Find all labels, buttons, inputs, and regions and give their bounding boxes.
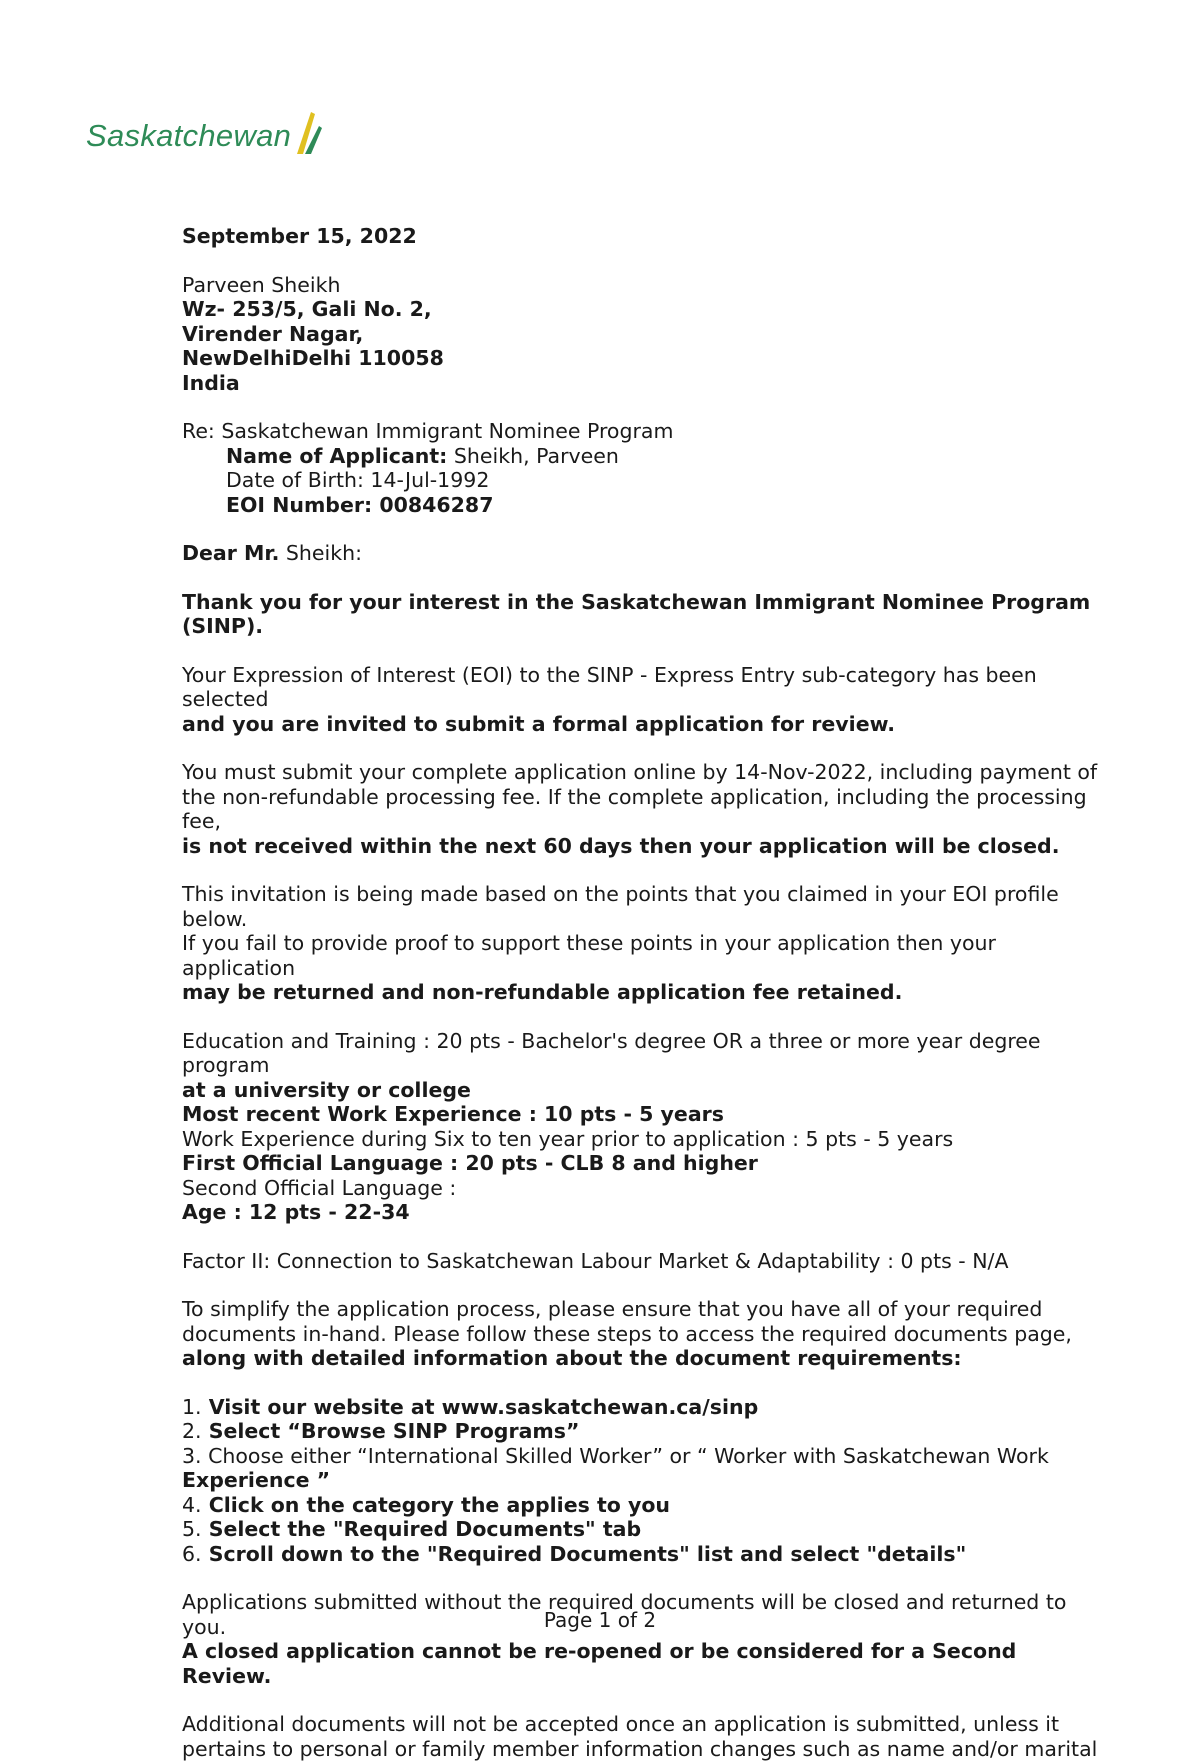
page-footer: Page 1 of 2	[0, 1608, 1200, 1632]
points-prior-work: Work Experience during Six to ten year prior to application : 5 pts - 5 years	[182, 1127, 1102, 1152]
eoi-line	[182, 493, 1102, 518]
step-text: Select “Browse SINP Programs”	[202, 1419, 580, 1443]
saskatchewan-logo	[86, 108, 323, 154]
simplify-line-3: along with detailed information about the document requirements:	[182, 1346, 1102, 1371]
applicant-value: Sheikh, Parveen	[447, 444, 619, 468]
deadline-line-1: You must submit your complete application online by 14-Nov-2022, including payment of	[182, 760, 1102, 785]
step-3-continued: Experience ”	[182, 1468, 1102, 1493]
selected-line-2: and you are invited to submit a formal application for review.	[182, 712, 1102, 737]
dob-line: Date of Birth: 14-Jul-1992	[182, 468, 1102, 493]
address-line-3: NewDelhiDelhi 110058	[182, 346, 1102, 371]
letter-body	[182, 224, 1102, 1761]
salutation-name: Sheikh:	[279, 541, 362, 565]
wheat-icon	[293, 110, 323, 156]
simplify-line-2: documents in-hand. Please follow these steps to access the required documents page,	[182, 1322, 1102, 1347]
points-list	[182, 1029, 1102, 1225]
selected-line-1: Your Expression of Interest (EOI) to the SINP - Express Entry sub-category has been selected	[182, 663, 1102, 712]
step-number: 4.	[182, 1493, 202, 1517]
step-2	[182, 1419, 1102, 1444]
eoi-value: 00846287	[372, 493, 493, 517]
logo-text: Saskatchewan	[86, 118, 291, 154]
step-6	[182, 1542, 1102, 1567]
step-text: Choose either “International Skilled Worker” or “ Worker with Saskatchewan Work	[202, 1444, 1049, 1468]
closed-line-2: A closed application cannot be re-opened or be considered for a Second Review.	[182, 1639, 1102, 1688]
step-4	[182, 1493, 1102, 1518]
recipient-name: Parveen Sheikh	[182, 273, 1102, 298]
salutation-prefix: Dear Mr.	[182, 541, 279, 565]
reference-block	[182, 419, 1102, 517]
closed-line-1: Applications submitted without the required documents will be closed and returned to you.	[182, 1590, 1102, 1639]
deadline-line-3: is not received within the next 60 days then your application will be closed.	[182, 834, 1102, 859]
step-text: Select the "Required Documents" tab	[202, 1517, 642, 1541]
additional-line-1: Additional documents will not be accepted once an application is submitted, unless it	[182, 1712, 1102, 1737]
deadline-line-2: the non-refundable processing fee. If the complete application, including the processing fee,	[182, 785, 1102, 834]
step-number: 5.	[182, 1517, 202, 1541]
letter-date: September 15, 2022	[182, 224, 1102, 249]
recipient-address	[182, 273, 1102, 396]
points-education-2: at a university or college	[182, 1078, 1102, 1103]
invitation-line-1: This invitation is being made based on the points that you claimed in your EOI profile below.	[182, 882, 1102, 931]
step-number: 3.	[182, 1444, 202, 1468]
step-1	[182, 1395, 1102, 1420]
invitation-line-3: may be returned and non-refundable application fee retained.	[182, 980, 1102, 1005]
step-3	[182, 1444, 1102, 1469]
step-text: Scroll down to the "Required Documents" list and select "details"	[202, 1542, 967, 1566]
address-country: India	[182, 371, 1102, 396]
address-line-2: Virender Nagar,	[182, 322, 1102, 347]
step-5	[182, 1517, 1102, 1542]
points-second-language: Second Official Language :	[182, 1176, 1102, 1201]
points-age: Age : 12 pts - 22-34	[182, 1200, 1102, 1225]
step-text: Visit our website at www.saskatchewan.ca/sinp	[202, 1395, 759, 1419]
salutation	[182, 541, 1102, 566]
simplify-line-1: To simplify the application process, please ensure that you have all of your required	[182, 1297, 1102, 1322]
applicant-line	[182, 444, 1102, 469]
additional-line-2: pertains to personal or family member information changes such as name and/or marital	[182, 1737, 1102, 1761]
step-number: 2.	[182, 1419, 202, 1443]
applicant-label: Name of Applicant:	[226, 444, 447, 468]
step-number: 6.	[182, 1542, 202, 1566]
step-number: 1.	[182, 1395, 202, 1419]
factor-2-line: Factor II: Connection to Saskatchewan Labour Market & Adaptability : 0 pts - N/A	[182, 1249, 1102, 1274]
points-education-1: Education and Training : 20 pts - Bachelor's degree OR a three or more year degree program	[182, 1029, 1102, 1078]
invitation-line-2: If you fail to provide proof to support these points in your application then your application	[182, 931, 1102, 980]
step-text: Click on the category the applies to you	[202, 1493, 670, 1517]
points-recent-work: Most recent Work Experience : 10 pts - 5 years	[182, 1102, 1102, 1127]
points-first-language: First Official Language : 20 pts - CLB 8 and higher	[182, 1151, 1102, 1176]
eoi-label: EOI Number:	[226, 493, 372, 517]
thanks-line: Thank you for your interest in the Saskatchewan Immigrant Nominee Program (SINP).	[182, 590, 1102, 639]
steps-list	[182, 1395, 1102, 1567]
re-line: Re: Saskatchewan Immigrant Nominee Program	[182, 419, 1102, 444]
address-line-1: Wz- 253/5, Gali No. 2,	[182, 297, 1102, 322]
